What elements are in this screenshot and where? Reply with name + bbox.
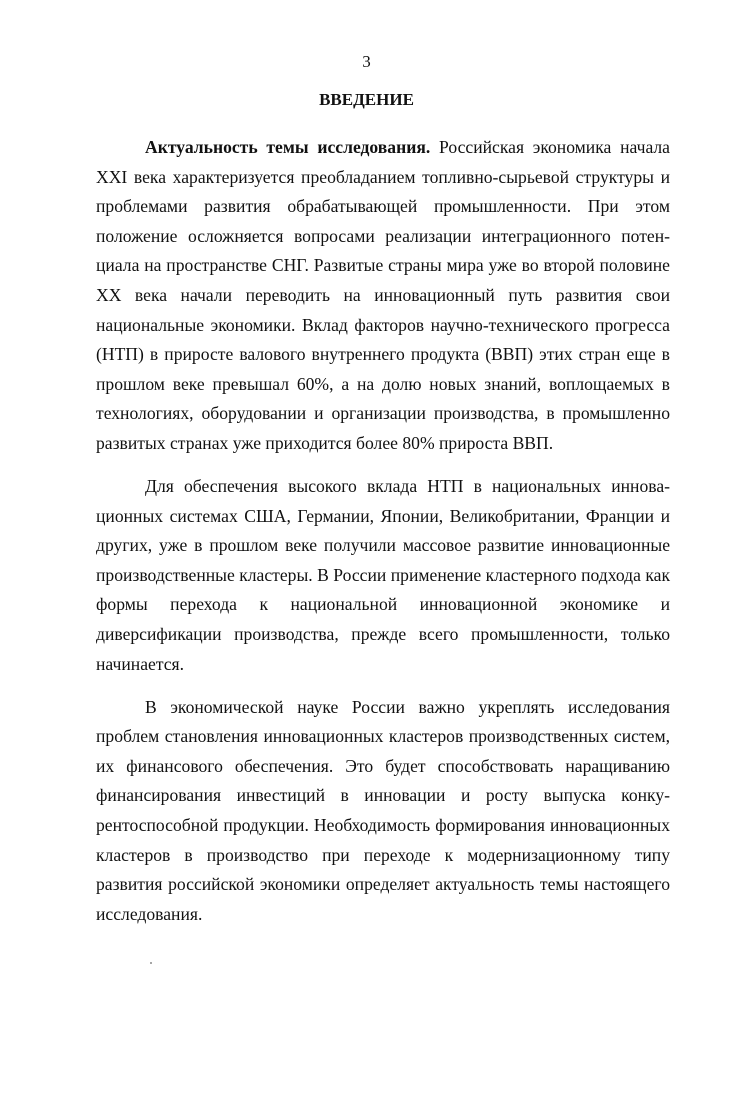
paragraph-innovation-systems: Для обеспечения высокого вклада НТП в национальных инновационных системах США, Германии, Японии, Великобритании, Франции и других, уже в прошлом веке получили массовое развитие инновационные производственные кластеры. В России применение кластерного подхода как формы перехода к национальной инновационной экономике и диверсификации производства, прежде всего промышленности, только начинается.: [96, 476, 670, 674]
paragraph-economic-science: В экономической науке России важно укреплять исследования проблем становления инновационных кластеров производственных систем, их финансового обеспечения. Это будет способствовать наращиванию финансирования инвестиций в инновации и росту выпуска конкурентоспособной продукции. Необходимость формирования инновационных кластеров в производство при переходе к модернизационному типу развития российской экономики определяет актуальность темы настоящего исследования.: [96, 696, 670, 924]
paragraph-relevance: [96, 133, 670, 459]
page-number: 3: [362, 52, 371, 71]
paragraph-lead-heading: Актуальность темы исследования.: [145, 137, 431, 157]
body-text: [96, 133, 670, 943]
scan-speck: [150, 962, 152, 964]
paragraph-text: Российская экономика начала XXI века характеризуется преобладанием топливно-сырьевой структуры и проблемами развития обрабатывающей промышленности. При этом положение осложняется вопросами реализации интеграционного потенциала на пространстве СНГ. Развитые страны мира уже во второй половине XX века начали переводить на инновационный путь развития свои национальные экономики. Вклад факторов научно-технического прогресса (НТП) в приросте валового внутреннего продукта (ВВП) этих стран еще в прошлом веке превышал 60%, а на долю новых знаний, воплощаемых в технологиях, оборудовании и организации производства, в промышленно развитых странах уже приходится более 80% прироста ВВП.: [96, 137, 670, 453]
section-heading: ВВЕДЕНИЕ: [319, 90, 414, 109]
